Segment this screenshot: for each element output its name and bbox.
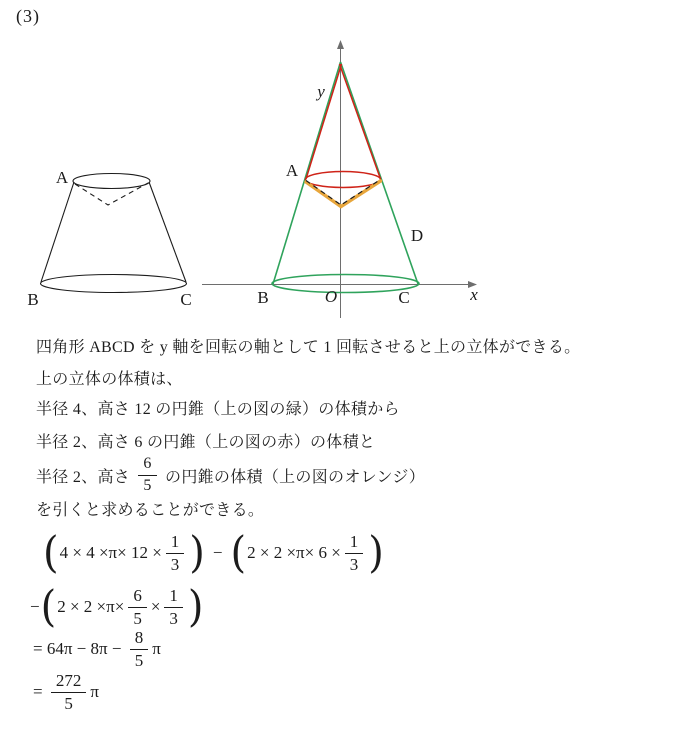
pi-symbol: π [152, 639, 161, 658]
fraction-numerator: 8 [130, 628, 149, 650]
frustum-label-b: B [27, 290, 39, 309]
fraction-8-5 [130, 628, 149, 670]
fraction-numerator: 6 [128, 586, 147, 608]
equals-sign: = [33, 682, 47, 701]
frustum-label-c: C [180, 290, 192, 309]
frustum-figure [27, 168, 191, 309]
open-paren: ( [230, 528, 247, 578]
eq1-terms-1: 4 × 4 ×π× 12 × [59, 543, 162, 562]
problem-number: (3) [16, 6, 40, 26]
fraction-denominator: 5 [64, 693, 73, 713]
frustum-bottom-ellipse [41, 275, 187, 293]
eq2-terms: 2 × 2 ×π× [57, 597, 125, 616]
frustum-label-a: A [55, 168, 69, 187]
fraction-numerator: 1 [164, 586, 183, 608]
fraction-denominator: 3 [349, 554, 359, 574]
fraction-numerator: 1 [166, 532, 185, 554]
open-paren: ( [43, 528, 59, 578]
text-line-4: 半径 2、高さ 6 の円錐（上の図の赤）の体積と [36, 434, 376, 451]
eq3-terms: = 64π − 8π − [33, 639, 126, 658]
frustum-top-ellipse [73, 174, 150, 189]
close-paren: ) [187, 582, 204, 632]
origin-label: O [324, 287, 338, 306]
frustum-right-side [149, 182, 186, 282]
close-paren: ) [189, 528, 205, 578]
close-paren: ) [368, 528, 384, 578]
fraction-numerator: 1 [345, 532, 364, 554]
fraction-1-3 [345, 532, 364, 574]
text-line-1: 四角形 ABCD を y 軸を回転の軸として 1 回転させると上の立体ができる。 [36, 339, 581, 356]
fraction-denominator: 5 [133, 608, 142, 628]
pi-symbol: π [90, 682, 99, 701]
text-line-5-pre: 半径 2、高さ [36, 468, 135, 486]
fraction-numerator: 272 [51, 671, 87, 693]
rotation-figure [202, 40, 478, 318]
green-cone-right-side [341, 62, 419, 284]
text-line-5 [36, 453, 425, 497]
frustum-left-side [41, 182, 74, 282]
equation-1 [42, 529, 385, 577]
rotation-label-c: C [398, 288, 410, 307]
equation-3 [33, 627, 161, 671]
fraction-denominator: 5 [143, 476, 152, 494]
text-line-3: 半径 4、高さ 12 の円錐（上の図の緑）の体積から [36, 401, 400, 418]
fraction-272-5 [51, 671, 87, 713]
rotation-label-b: B [257, 288, 269, 307]
equation-2 [30, 583, 205, 631]
fraction-denominator: 3 [169, 608, 178, 628]
fraction-denominator: 5 [134, 650, 144, 670]
minus-sign: − [212, 543, 223, 562]
rotation-label-d: D [410, 226, 424, 245]
minus-sign: − [30, 597, 40, 616]
rotation-label-a: A [285, 161, 299, 180]
fraction-6-5 [128, 586, 147, 628]
fraction-denominator: 3 [170, 554, 180, 574]
fraction-numerator: 6 [138, 455, 156, 475]
x-axis-label: x [470, 285, 478, 304]
y-axis-arrow-icon [337, 40, 344, 49]
figures-canvas [0, 0, 677, 330]
text-line-5-post: の円錐の体積（上の図のオレンジ） [160, 468, 426, 486]
eq1-terms-2: 2 × 2 ×π× 6 × [247, 543, 341, 562]
red-cone-right-side [340, 64, 381, 179]
text-line-2: 上の立体の体積は、 [36, 371, 183, 388]
orange-cone-dashed-edge [306, 180, 381, 206]
green-cone-base-ellipse [272, 275, 419, 293]
times-sign: × [150, 597, 161, 616]
y-axis-label: y [317, 82, 325, 101]
red-cone-base-ellipse [306, 172, 381, 188]
fraction-1-3 [164, 586, 183, 628]
fraction-1-3 [166, 532, 185, 574]
open-paren: ( [40, 582, 57, 632]
fraction-6-5 [138, 455, 156, 495]
text-line-6: を引くと求めることができる。 [36, 502, 265, 519]
equation-4 [33, 669, 99, 715]
green-cone-left-side [273, 62, 341, 284]
